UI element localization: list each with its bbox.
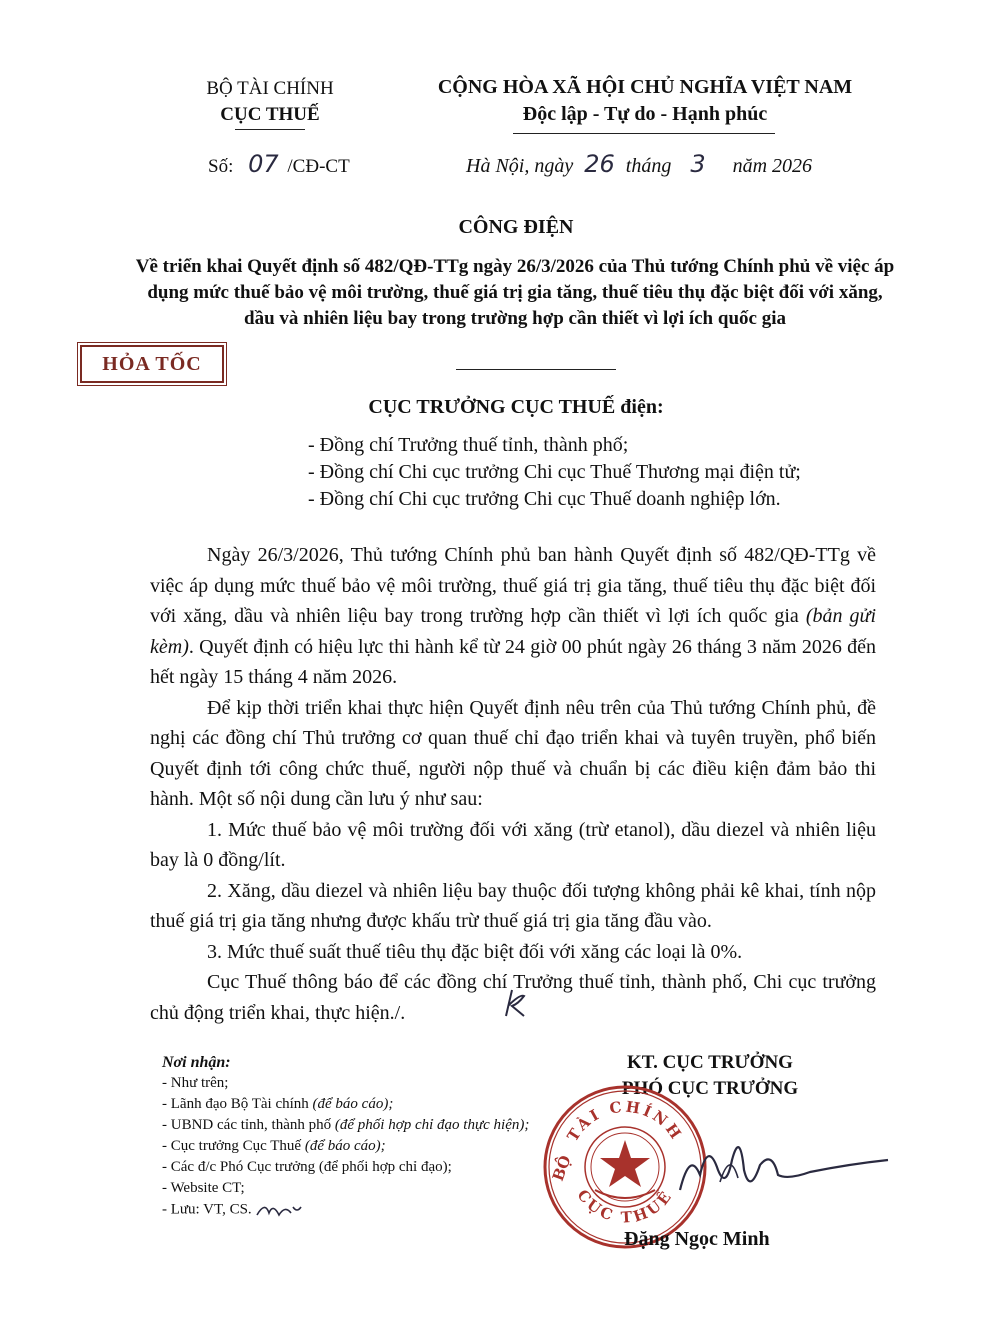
national-header — [400, 74, 890, 128]
recipient-list — [308, 432, 801, 513]
p1-text: Ngày 26/3/2026, Thủ tướng Chính phủ ban hành Quyết định số 482/QĐ-TTg về việc áp dụng mức thuế bảo vệ môi trường, thuế giá trị gia tăng, thuế tiêu thụ đặc biệt đối với xăng, dầu và nhiên liệu bay trong trường hợp cần thiết vì lợi ích quốc gia — [150, 544, 876, 627]
date-place: Hà Nội, ngày — [466, 155, 574, 177]
date-month-handwritten: 3 — [690, 150, 706, 178]
document-title: CÔNG ĐIỆN — [458, 216, 574, 238]
body-item-3: 3. Mức thuế suất thuế tiêu thụ đặc biệt đối với xăng các loại là 0%. — [207, 940, 743, 963]
signature-title-line2: PHÓ CỤC TRƯỞNG — [621, 1078, 799, 1099]
signature-title-line1: KT. CỤC TRƯỞNG — [627, 1052, 793, 1073]
date-line — [466, 150, 812, 178]
distribution-item: - UBND các tỉnh, thành phố (để phối hợp chỉ đạo thực hiện); — [162, 1117, 530, 1133]
distribution-heading: Nơi nhận: — [162, 1054, 231, 1071]
urgency-stamp: HỎA TỐC — [80, 345, 224, 383]
doc-number-label: Số: — [208, 156, 234, 177]
document-subject: Về triển khai Quyết định số 482/QĐ-TTg ngày 26/3/2026 của Thủ tướng Chính phủ về việc áp dụng mức thuế bảo vệ môi trường, thuế giá trị gia tăng, thuế tiêu thụ đặc biệt đối với xăng, dầu và nhiên liệu bay trong trường hợp cần thiết vì lợi ích quốc gia — [135, 256, 895, 329]
document-number — [208, 150, 350, 178]
recipient-item: - Đồng chí Chi cục trưởng Chi cục Thuế doanh nghiệp lớn. — [308, 488, 781, 510]
date-month-label: tháng — [625, 155, 672, 177]
motto-underline — [513, 133, 775, 134]
body-paragraph-1 — [150, 540, 876, 693]
archive-initials — [255, 1199, 303, 1221]
initial-mark — [498, 986, 532, 1020]
subject-underline — [456, 369, 616, 370]
doc-number-handwritten: 07 — [248, 150, 279, 178]
handwritten-signature — [660, 1120, 890, 1210]
issuer-underline — [235, 129, 305, 130]
document-body — [150, 540, 876, 1028]
ministry-name: BỘ TÀI CHÍNH — [206, 78, 334, 99]
seal-bottom-text: CỤC THUẾ — [573, 1186, 677, 1227]
recipient-item: - Đồng chí Chi cục trưởng Chi cục Thuế Thương mại điện tử; — [308, 461, 801, 483]
body-paragraph-2: Để kịp thời triển khai thực hiện Quyết định nêu trên của Thủ tướng Chính phủ, đề nghị các đồng chí Thủ trưởng cơ quan thuế chỉ đạo triển khai và tuyên truyền, phổ biến Quyết định tới công chức thuế, người nộp thuế và chuẩn bị các điều kiện đảm bảo thi hành. Một số nội dung cần lưu ý như sau: — [150, 696, 876, 810]
body-item-1: 1. Mức thuế bảo vệ môi trường đối với xăng (trừ etanol), dầu diezel và nhiên liệu bay là 0 đồng/lít. — [150, 818, 876, 871]
seal-top-text: TÀI CHÍNH — [563, 1097, 687, 1145]
national-motto: Độc lập - Tự do - Hạnh phúc — [522, 103, 768, 125]
p1-text-end: . Quyết định có hiệu lực thi hành kể từ 24 giờ 00 phút ngày 26 tháng 3 năm 2026 đến hết ngày 15 tháng 4 năm 2026. — [150, 635, 876, 688]
doc-number-suffix: /CĐ-CT — [287, 156, 350, 177]
p1-attachment-note: (bản gửi kèm) — [150, 605, 877, 658]
body-item-2: 2. Xăng, dầu diezel và nhiên liệu bay thuộc đối tượng không phải kê khai, tính nộp thuế giá trị gia tăng nhưng được khấu trừ thuế giá trị gia tăng đầu vào. — [150, 879, 876, 932]
distribution-list — [162, 1052, 532, 1221]
department-name: CỤC THUẾ — [220, 104, 320, 125]
distribution-item: - Các đ/c Phó Cục trưởng (để phối hợp chỉ đạo); — [162, 1159, 452, 1175]
distribution-item: - Như trên; — [162, 1075, 229, 1091]
distribution-item: - Cục trưởng Cục Thuế (để báo cáo); — [162, 1138, 386, 1154]
nation-name: CỘNG HÒA XÃ HỘI CHỦ NGHĨA VIỆT NAM — [437, 76, 853, 98]
date-day-handwritten: 26 — [584, 150, 615, 178]
date-year: năm 2026 — [732, 155, 813, 177]
seal-left-text: BỘ — [548, 1153, 575, 1184]
recipient-item: - Đồng chí Trưởng thuế tỉnh, thành phố; — [308, 434, 629, 456]
signer-name: Đặng Ngọc Minh — [624, 1228, 770, 1250]
addressing-heading: CỤC TRƯỞNG CỤC THUẾ điện: — [368, 396, 664, 418]
issuer-block — [180, 76, 360, 128]
distribution-item: - Website CT; — [162, 1180, 245, 1196]
distribution-item: - Lưu: VT, CS. — [162, 1199, 532, 1221]
body-closing: Cục Thuế thông báo để các đồng chí Trưởng thuế tỉnh, thành phố, Chi cục trưởng chủ động triển khai, thực hiện./. — [150, 971, 876, 1024]
distribution-item: - Lãnh đạo Bộ Tài chính (để báo cáo); — [162, 1096, 394, 1112]
